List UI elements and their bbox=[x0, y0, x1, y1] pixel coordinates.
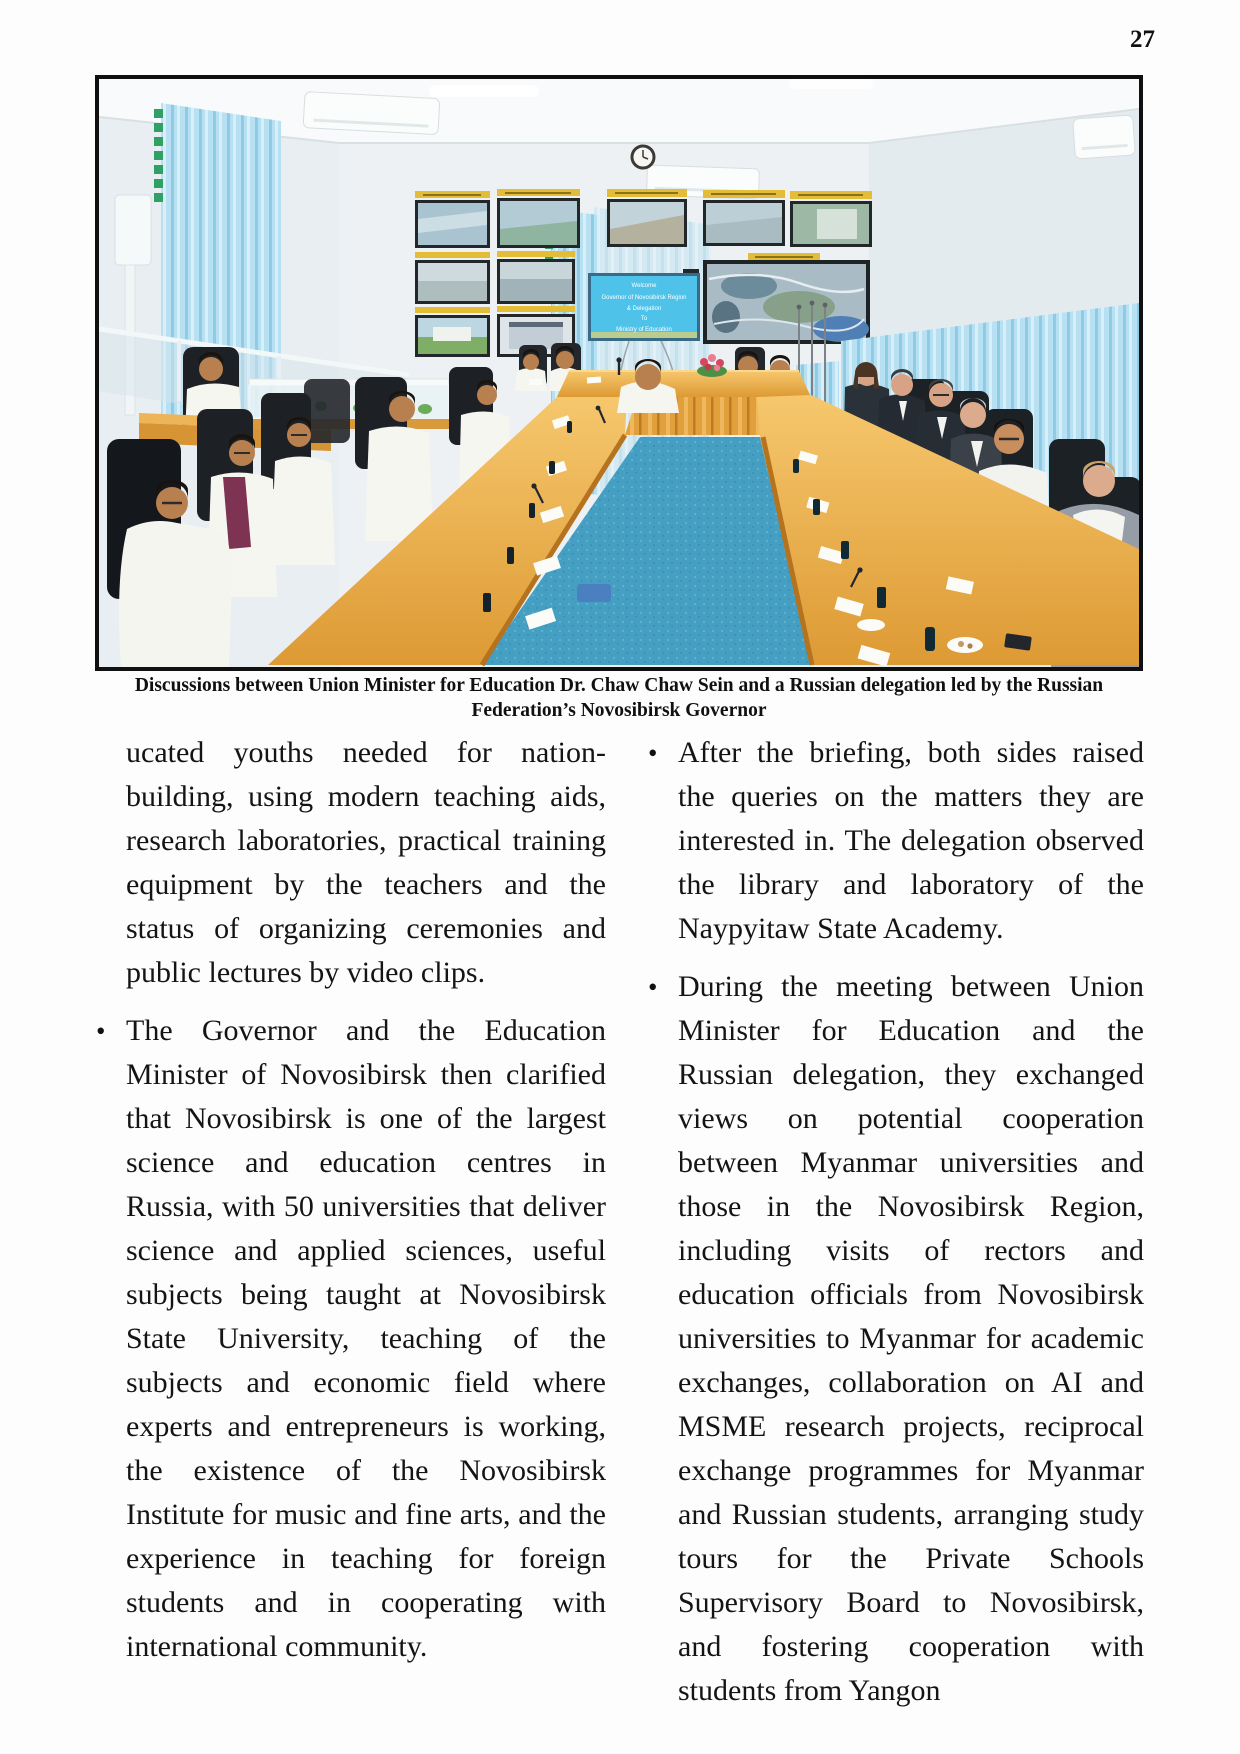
photo-caption bbox=[95, 673, 1143, 723]
article-right-column bbox=[648, 731, 1144, 1727]
bullet-icon: • bbox=[648, 972, 658, 1002]
paragraph-item bbox=[648, 731, 1144, 951]
meeting-room-scene bbox=[99, 79, 1139, 667]
paragraph-text: The Governor and the Education Minister of Novosibirsk then clarified that Novosibirsk is one of the largest science and education centres in Russia, with 50 universities that deliver science and applied sciences, useful subjects being taught at Novosibirsk State University, teaching of the subjects and economic field where experts and entrepreneurs is working, the existence of the Novosibirsk Institute for music and fine arts, and the experience in teaching for foreign students and in cooperating with international community. bbox=[126, 1014, 606, 1663]
paragraph-item bbox=[96, 731, 606, 995]
caption-line-1: Discussions between Union Minister for Education Dr. Chaw Chaw Sein and a Russian delegation led by the Russian bbox=[134, 675, 1104, 696]
bullet-icon bbox=[96, 731, 126, 995]
screen-text-line: Ministry of Education bbox=[616, 327, 672, 333]
screen-text-line: Welcome bbox=[631, 283, 657, 289]
paragraph-text: During the meeting between Union Minister for Education and the Russian delegation, they exchanged views on potential cooperation between Myanmar universities and those in the Novosibirsk Region, including visits of rectors and education officials from Novosibirsk universities to Myanmar for academic exchanges, collaboration on AI and MSME research projects, reciprocal exchange programmes for Myanmar and Russian students, arranging study tours for the Private Schools Supervisory Board to Novosibirsk, and fostering cooperation with students from Yangon bbox=[678, 970, 1144, 1707]
bullet-icon: • bbox=[648, 738, 658, 768]
paragraph-text: After the briefing, both sides raised the queries on the matters they are interested in. The delegation observed the library and laboratory of the Naypyitaw State Academy. bbox=[678, 736, 1144, 945]
meeting-photo bbox=[95, 75, 1143, 671]
caption-line-2: Federation’s Novosibirsk Governor bbox=[471, 700, 767, 721]
paragraph-text: ucated youths needed for nation-building, using modern teaching aids, research laboratories, practical training equipment by the teachers and the status of organizing ceremonies and public lectures by video clips. bbox=[126, 736, 606, 989]
article-left-column bbox=[96, 731, 606, 1683]
paragraph-item bbox=[648, 965, 1144, 1713]
page-number: 27 bbox=[1130, 26, 1155, 53]
wall-map bbox=[703, 253, 870, 344]
ceiling-light bbox=[789, 79, 873, 89]
paragraph-item bbox=[96, 1009, 606, 1669]
screen-text-line: & Delegation bbox=[626, 306, 662, 312]
wall-clock-icon bbox=[632, 146, 654, 168]
bullet-icon: • bbox=[96, 1016, 106, 1046]
ceiling-light bbox=[429, 85, 539, 97]
air-conditioner-icon bbox=[303, 92, 440, 135]
air-conditioner-icon bbox=[1073, 115, 1136, 159]
screen-text-line: Governor of Novosibirsk Region bbox=[601, 295, 687, 301]
screen-text-line: To bbox=[640, 316, 648, 322]
wall-box bbox=[115, 195, 151, 265]
